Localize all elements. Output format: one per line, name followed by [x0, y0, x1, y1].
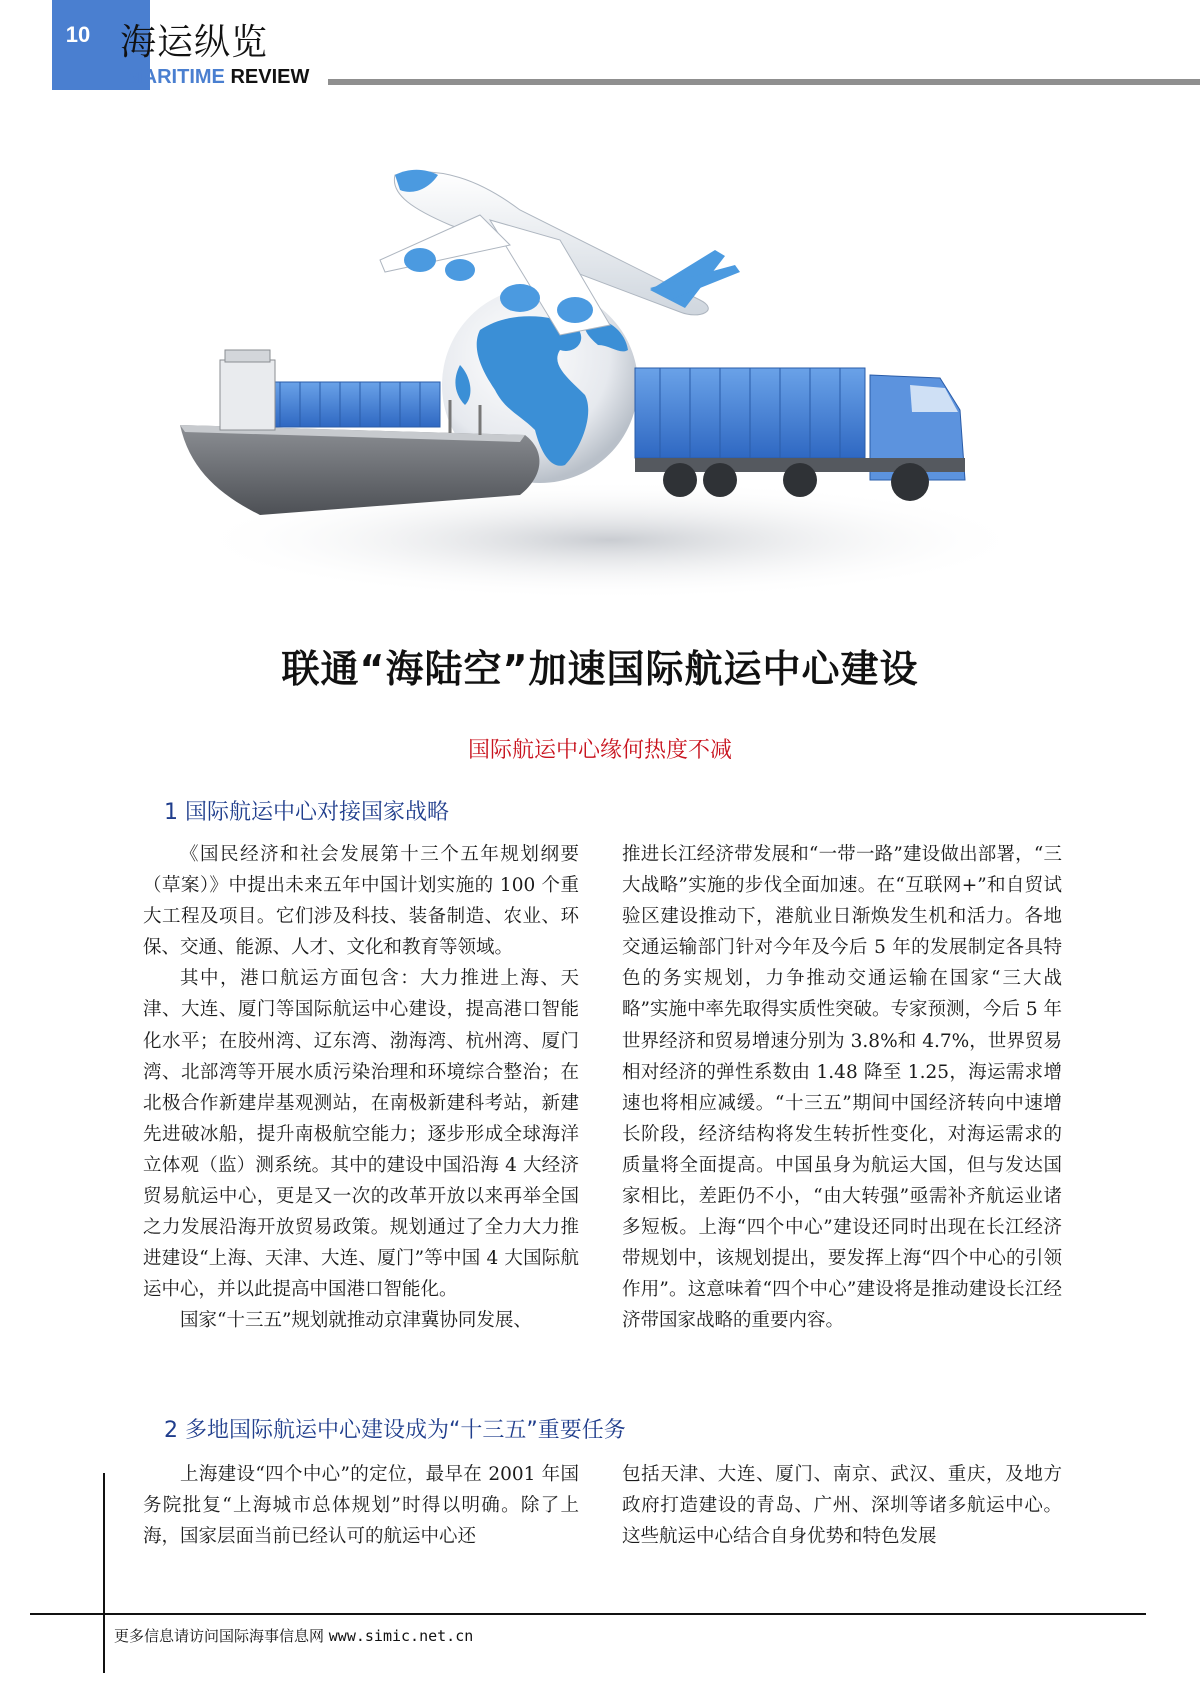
article-headline: 联通“海陆空”加速国际航运中心建设 — [281, 647, 919, 691]
page-number: 10 — [65, 22, 91, 47]
footer-vertical-rule — [103, 1473, 105, 1673]
subtitle-review: REVIEW — [224, 66, 310, 88]
paragraph: 上海建设“四个中心”的定位，最早在 2001 年国务院批复“上海城市总体规划”时得以明确。除了上海，国家层面当前已经认可的航运中心还 — [143, 1464, 579, 1548]
body-column-right-2 — [622, 1459, 1062, 1552]
section-1-title: 1 国际航运中心对接国家战略 — [164, 800, 449, 825]
header-rule — [328, 79, 1200, 85]
body-column-left-2 — [143, 1459, 579, 1552]
article-subhead: 国际航运中心缘何热度不减 — [467, 738, 732, 763]
body-column-right-1 — [622, 839, 1062, 1337]
magazine-title: 海运纵览 — [120, 22, 269, 63]
hero-illustration — [180, 150, 1040, 620]
magazine-subtitle — [126, 66, 309, 89]
paragraph: 推进长江经济带发展和“一带一路”建设做出部署，“三大战略”实施的步伐全面加速。在“互联网+”和自贸试验区建设推动下，港航业日渐焕发生机和活力。各地交通运输部门针对今年及今后 5 年的发展制定各具特色的务实规划，力争推动交通运输在国家“三大战略”实施中率先取得实质性突破。专家预测，今后 5 年世界经济和贸易增速分别为 3.8%和 4.7%，世界贸易相对经济的弹性系数由 1.48 降至 1.25，海运需求增速也将相应减缓。“十三五”期间中国经济转向中速增长阶段，经济结构将发生转折性变化，对海运需求的质量将全面提高。中国虽身为航运大国，但与发达国家相比，差距仍不小，“由大转强”亟需补齐航运业诸多短板。上海“四个中心”建设还同时出现在长江经济带规划中，该规划提出，要发挥上海“四个中心的引领作用”。这意味着“四个中心”建设将是推动建设长江经济带国家战略的重要内容。 — [622, 844, 1062, 1332]
footer-text: 更多信息请访问国际海事信息网 — [114, 1627, 329, 1645]
section-2-title: 2 多地国际航运中心建设成为“十三五”重要任务 — [164, 1418, 626, 1443]
paragraph: 包括天津、大连、厦门、南京、武汉、重庆，及地方政府打造建设的青岛、广州、深圳等诸多航运中心。这些航运中心结合自身优势和特色发展 — [622, 1464, 1062, 1548]
footer-rule — [30, 1613, 1146, 1615]
paragraph: 其中，港口航运方面包含：大力推进上海、天津、大连、厦门等国际航运中心建设，提高港口智能化水平；在胶州湾、辽东湾、渤海湾、杭州湾、厦门湾、北部湾等开展水质污染治理和环境综合整治；在北极合作新建岸基观测站，在南极新建科考站，新建先进破冰船，提升南极航空能力；逐步形成全球海洋立体观（监）测系统。其中的建设中国沿海 4 大经济贸易航运中心，更是又一次的改革开放以来再举全国之力发展沿海开放贸易政策。规划通过了全力大力推进建设“上海、天津、大连、厦门”等中国 4 大国际航运中心，并以此提高中国港口智能化。 — [143, 968, 579, 1301]
subtitle-maritime: MARITIME — [126, 66, 225, 88]
airplane — [380, 170, 740, 335]
container-truck — [635, 368, 965, 501]
body-column-left-1 — [143, 839, 579, 1337]
paragraph: 国家“十三五”规划就推动京津冀协同发展、 — [180, 1310, 532, 1332]
footer-url-link[interactable]: www.simic.net.cn — [328, 1627, 474, 1645]
footer-note — [114, 1625, 473, 1646]
paragraph: 《国民经济和社会发展第十三个五年规划纲要（草案）》中提出未来五年中国计划实施的 100 个重大工程及项目。它们涉及科技、装备制造、农业、环保、交通、能源、人才、文化和教育等领域。 — [143, 844, 579, 959]
